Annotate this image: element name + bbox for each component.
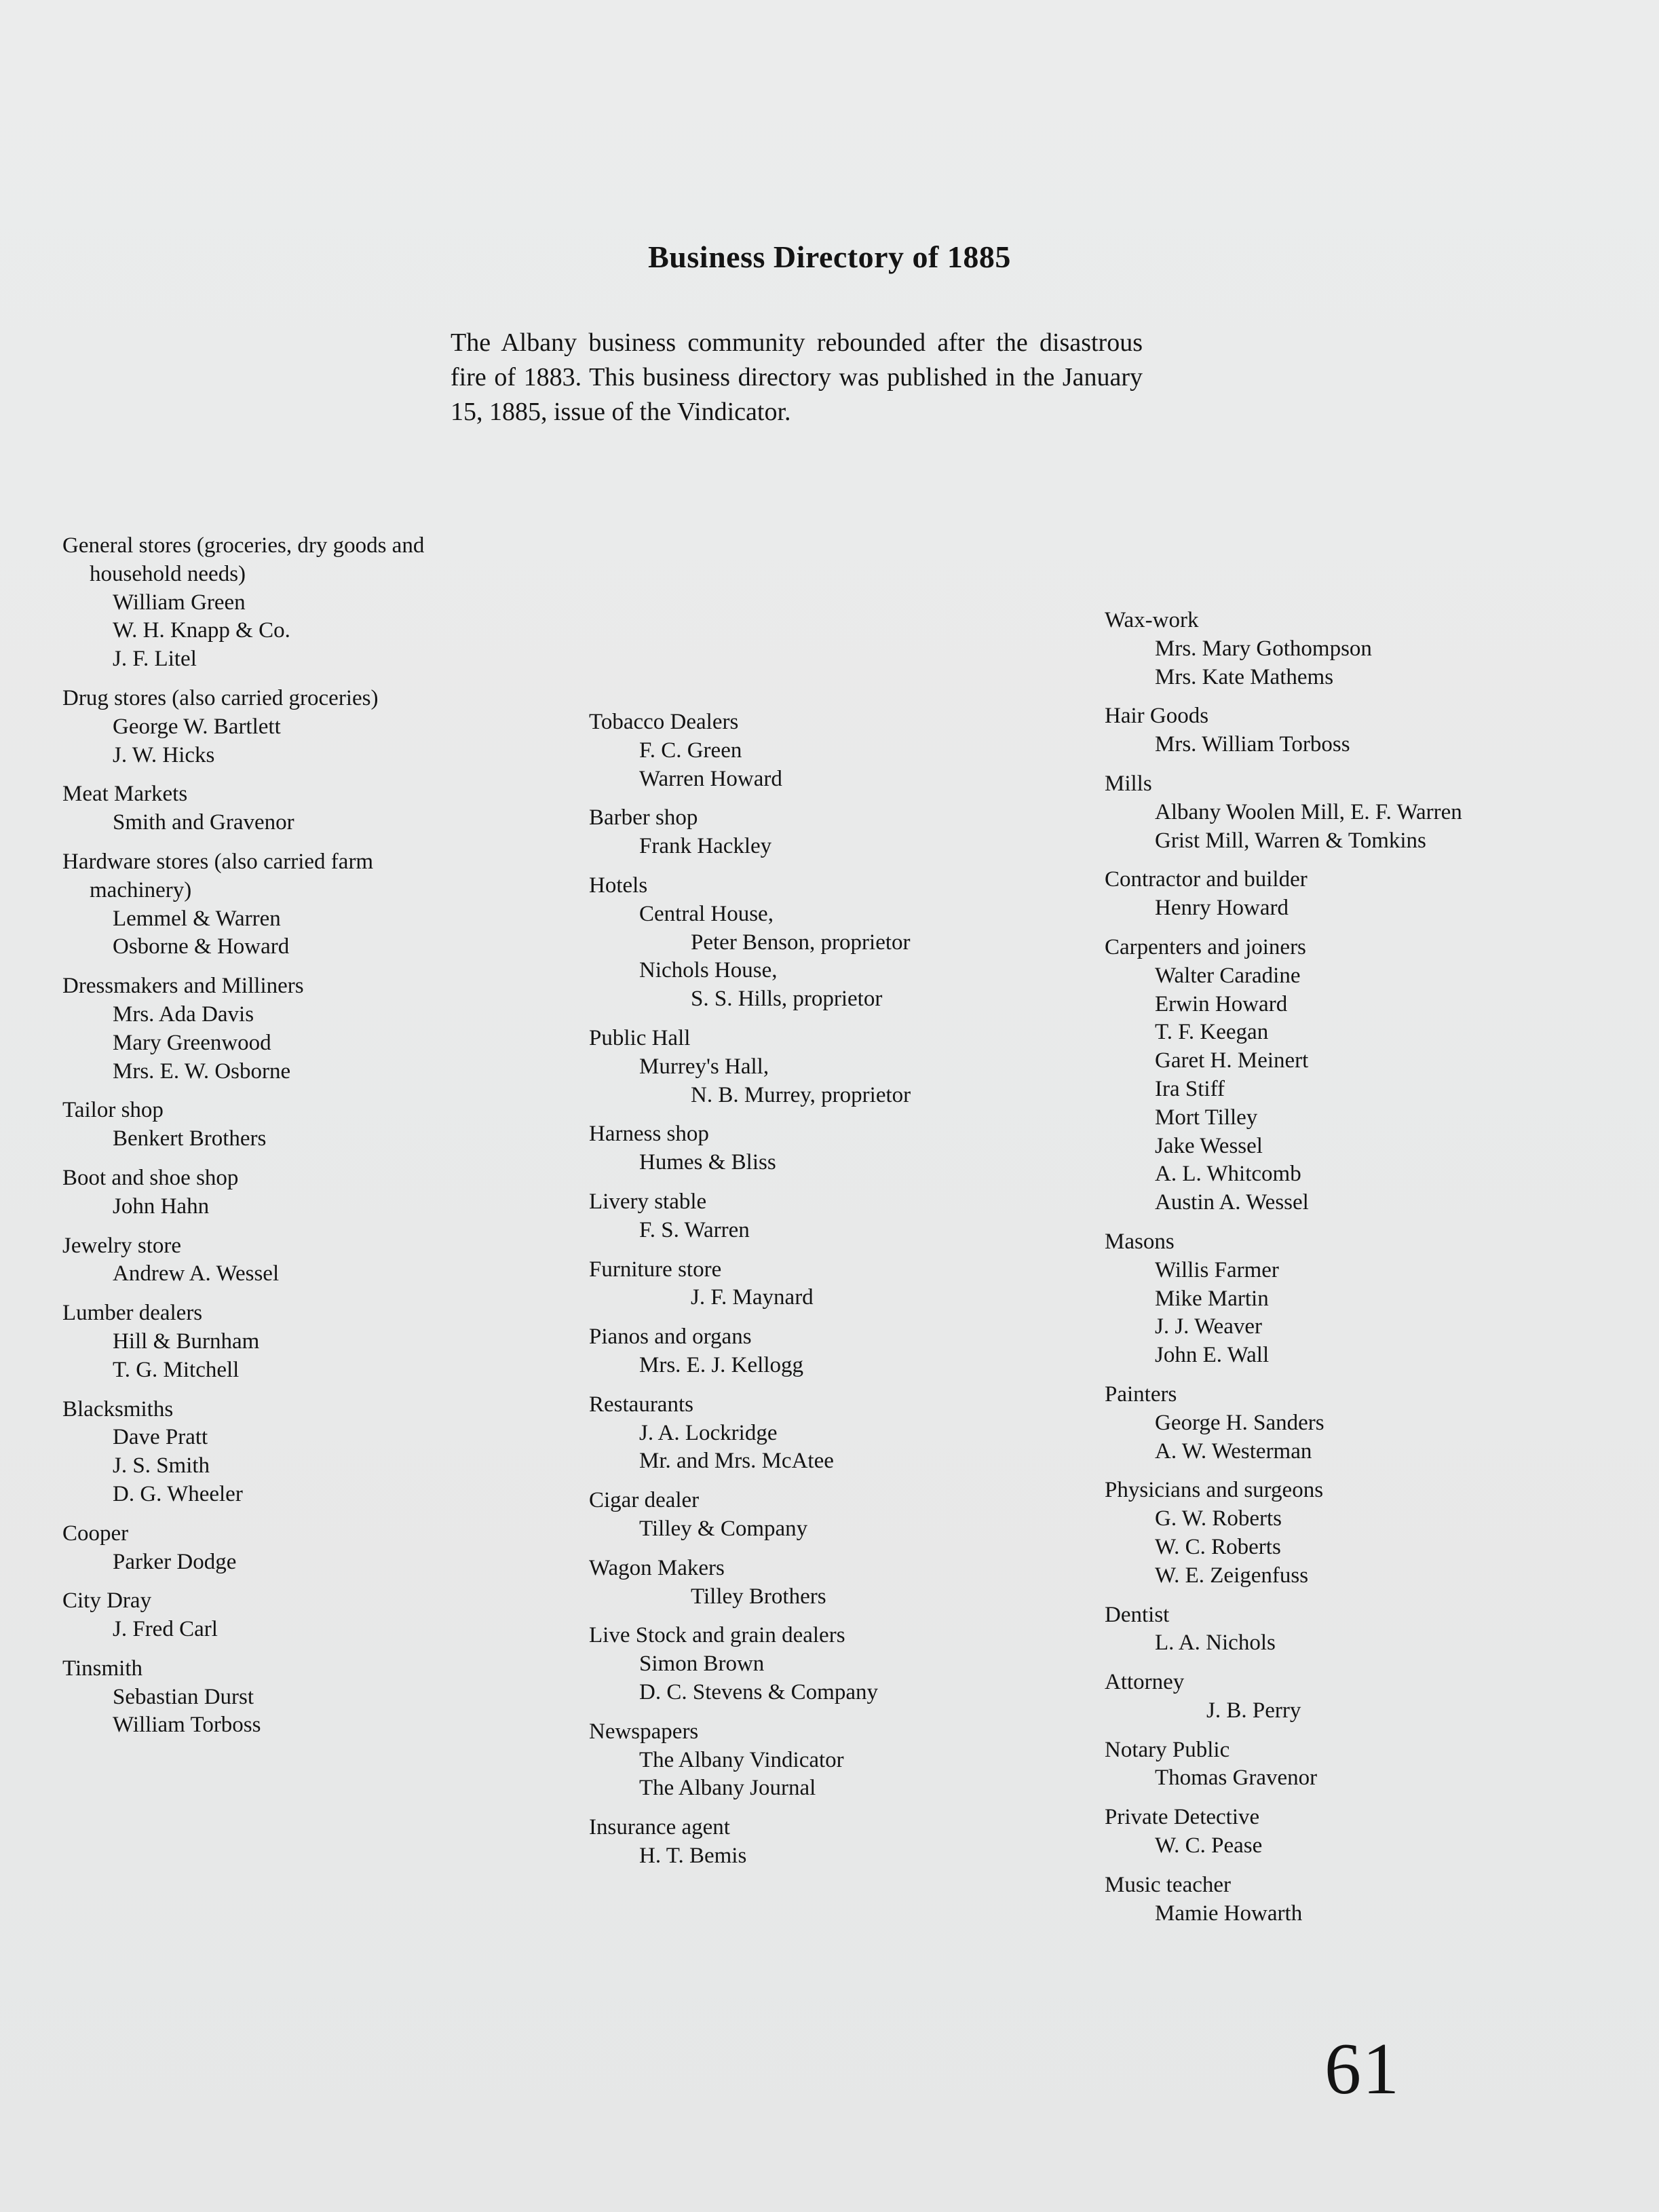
directory-entry: Parker Dodge	[113, 1549, 237, 1574]
section-heading-text: Tobacco Dealers	[589, 710, 739, 734]
directory-section	[62, 1164, 551, 1221]
section-heading	[62, 1520, 551, 1548]
directory-section	[1105, 1668, 1620, 1725]
section-heading	[1105, 1736, 1620, 1765]
directory-entry: W. C. Pease	[1155, 1833, 1263, 1858]
section-heading-text: City Dray	[62, 1588, 152, 1614]
directory-entry: Jake Wessel	[1155, 1133, 1263, 1158]
section-heading	[589, 1188, 1064, 1217]
directory-entry: Henry Howard	[1155, 896, 1289, 921]
directory-entry: L. A. Nichols	[1155, 1631, 1276, 1656]
section-heading-text: Private Detective	[1105, 1805, 1260, 1830]
directory-section	[62, 972, 551, 1086]
directory-section	[1105, 1601, 1620, 1658]
directory-entry: Frank Hackley	[639, 834, 772, 859]
directory-entry: F. S. Warren	[639, 1217, 750, 1242]
directory-section	[62, 532, 551, 674]
directory-entry: Erwin Howard	[1155, 991, 1288, 1016]
directory-entry: Hill & Burnham	[113, 1329, 260, 1354]
section-heading-text: Notary Public	[1105, 1737, 1230, 1762]
directory-entry: Central House,	[639, 901, 774, 926]
directory-section	[1105, 607, 1620, 691]
section-heading-text: Drug stores (also carried groceries)	[62, 685, 379, 710]
directory-entry: A. W. Westerman	[1155, 1438, 1312, 1464]
section-heading-text: Blacksmiths	[62, 1396, 174, 1422]
directory-entry: Lemmel & Warren	[113, 906, 281, 931]
directory-entry: T. F. Keegan	[1155, 1020, 1269, 1045]
directory-entry: J. Fred Carl	[113, 1617, 218, 1642]
directory-section	[1105, 1228, 1620, 1370]
directory-entry: Humes & Bliss	[639, 1150, 776, 1175]
section-heading-text: Attorney	[1105, 1670, 1185, 1695]
directory-column-1	[62, 532, 551, 1751]
directory-entry: Smith and Gravenor	[113, 810, 294, 835]
section-heading-text: Tinsmith	[62, 1656, 143, 1681]
section-heading	[1105, 1381, 1620, 1409]
section-heading	[62, 1396, 551, 1424]
directory-entry: Mr. and Mrs. McAtee	[639, 1449, 834, 1474]
page-number: 61	[1324, 2029, 1400, 2110]
section-heading-text: Music teacher	[1105, 1872, 1231, 1897]
directory-section	[1105, 702, 1620, 759]
directory-section	[589, 1814, 1064, 1871]
section-heading-text: Barber shop	[589, 805, 698, 831]
section-heading-text: Meat Markets	[62, 782, 188, 807]
directory-column-3	[1105, 607, 1620, 1939]
directory-entry: A. L. Whitcomb	[1155, 1162, 1301, 1187]
directory-entry: Tilley Brothers	[691, 1584, 826, 1609]
directory-entry: Mrs. Ada Davis	[113, 1002, 254, 1027]
directory-entry: J. F. Litel	[113, 647, 197, 672]
section-heading-text: Painters	[1105, 1381, 1177, 1407]
directory-section	[589, 804, 1064, 861]
directory-entry: John E. Wall	[1155, 1343, 1270, 1368]
section-heading	[1105, 866, 1620, 894]
directory-section	[62, 848, 551, 961]
section-heading	[589, 1391, 1064, 1419]
section-heading	[62, 780, 551, 809]
directory-section	[62, 1299, 551, 1384]
directory-section	[589, 1555, 1064, 1612]
directory-section	[1105, 1871, 1620, 1928]
directory-entry: W. C. Roberts	[1155, 1534, 1281, 1559]
directory-entry: Thomas Gravenor	[1155, 1766, 1318, 1791]
section-heading-text: Hair Goods	[1105, 704, 1209, 729]
directory-entry: Mrs. E. W. Osborne	[113, 1059, 291, 1084]
directory-entry: George W. Bartlett	[113, 714, 281, 739]
directory-entry: The Albany Vindicator	[639, 1747, 844, 1772]
intro-paragraph: The Albany business community rebounded after the disastrous fire of 1883. This business directory was published in the January 15, 1885, issue of the Vindicator.	[451, 328, 1143, 426]
directory-column-2	[589, 708, 1064, 1882]
section-heading	[1105, 1871, 1620, 1900]
directory-entry: Dave Pratt	[113, 1425, 208, 1450]
section-heading-text: Restaurants	[589, 1392, 693, 1417]
directory-section	[589, 1256, 1064, 1313]
directory-entry: Peter Benson, proprietor	[691, 930, 911, 955]
directory-entry: Ira Stiff	[1155, 1076, 1225, 1101]
section-heading	[62, 1164, 551, 1193]
directory-entry: Albany Woolen Mill, E. F. Warren	[1155, 799, 1462, 824]
section-heading-text: Livery stable	[589, 1189, 707, 1214]
section-heading-text: Pianos and organs	[589, 1324, 752, 1350]
directory-entry: William Green	[113, 590, 246, 615]
section-heading	[62, 972, 551, 1001]
directory-section	[62, 1097, 551, 1153]
directory-section	[1105, 1476, 1620, 1590]
section-heading-text: Live Stock and grain dealers	[589, 1623, 845, 1648]
section-heading	[1105, 934, 1620, 962]
section-heading-text: Cooper	[62, 1521, 129, 1546]
directory-entry: J. F. Maynard	[691, 1285, 814, 1310]
section-heading	[589, 872, 1064, 900]
section-heading-text: Dressmakers and Milliners	[62, 974, 304, 999]
directory-entry: Grist Mill, Warren & Tomkins	[1155, 828, 1426, 853]
directory-section	[1105, 934, 1620, 1217]
directory-entry: W. E. Zeigenfuss	[1155, 1563, 1309, 1588]
directory-section	[589, 1120, 1064, 1177]
section-heading-text: Cigar dealer	[589, 1488, 700, 1513]
directory-entry: John Hahn	[113, 1194, 210, 1219]
directory-entry: S. S. Hills, proprietor	[691, 987, 883, 1012]
directory-entry: Sebastian Durst	[113, 1684, 254, 1709]
section-heading-text: Carpenters and joiners	[1105, 934, 1306, 959]
section-heading	[1105, 1228, 1620, 1257]
directory-section	[589, 1391, 1064, 1476]
directory-entry: Mamie Howarth	[1155, 1901, 1303, 1926]
directory-entry: N. B. Murrey, proprietor	[691, 1082, 911, 1107]
section-heading	[62, 1097, 551, 1125]
directory-entry: J. S. Smith	[113, 1453, 210, 1479]
section-heading	[1105, 1601, 1620, 1630]
directory-entry: Nichols House,	[639, 958, 778, 983]
directory-section	[1105, 770, 1620, 855]
section-heading	[589, 1718, 1064, 1747]
section-heading-text: Tailor shop	[62, 1098, 164, 1123]
directory-entry: George H. Sanders	[1155, 1410, 1324, 1435]
section-heading-continuation: household needs)	[90, 561, 246, 586]
directory-section	[1105, 866, 1620, 923]
section-heading-text: Physicians and surgeons	[1105, 1478, 1324, 1503]
section-heading-text: Dentist	[1105, 1602, 1170, 1627]
directory-section	[1105, 1736, 1620, 1793]
directory-entry: Andrew A. Wessel	[113, 1261, 280, 1286]
section-heading	[589, 708, 1064, 737]
directory-entry: Mrs. William Torboss	[1155, 732, 1350, 757]
directory-section	[62, 685, 551, 769]
directory-entry: Mike Martin	[1155, 1286, 1269, 1311]
directory-section	[589, 1323, 1064, 1380]
directory-entry: G. W. Roberts	[1155, 1506, 1282, 1531]
section-heading	[1105, 1476, 1620, 1505]
section-heading-text: General stores (groceries, dry goods and	[62, 533, 425, 558]
section-heading	[62, 1299, 551, 1328]
section-heading-text: Boot and shoe shop	[62, 1165, 239, 1190]
directory-section	[589, 872, 1064, 1014]
directory-entry: Simon Brown	[639, 1652, 765, 1677]
directory-entry: Warren Howard	[639, 766, 782, 791]
directory-section	[589, 708, 1064, 793]
directory-entry: D. G. Wheeler	[113, 1481, 243, 1506]
section-heading	[1105, 702, 1620, 731]
directory-section	[589, 1025, 1064, 1109]
directory-section	[62, 780, 551, 837]
directory-section	[62, 1655, 551, 1740]
page-title: Business Directory of 1885	[648, 240, 1011, 274]
directory-entry: The Albany Journal	[639, 1776, 816, 1801]
section-heading	[589, 1256, 1064, 1284]
section-heading-text: Furniture store	[589, 1257, 722, 1282]
directory-entry: Austin A. Wessel	[1155, 1190, 1309, 1215]
section-heading-text: Hardware stores (also carried farm	[62, 849, 374, 874]
section-heading	[1105, 1804, 1620, 1832]
directory-entry: J. W. Hicks	[113, 742, 215, 767]
section-heading	[62, 1587, 551, 1616]
section-heading-text: Insurance agent	[589, 1815, 730, 1840]
directory-entry: F. C. Green	[639, 738, 742, 763]
section-heading-text: Jewelry store	[62, 1233, 182, 1258]
section-heading-text: Wax-work	[1105, 608, 1199, 632]
directory-entry: Mrs. E. J. Kellogg	[639, 1352, 803, 1377]
directory-section	[62, 1232, 551, 1289]
directory-entry: W. H. Knapp & Co.	[113, 618, 290, 643]
directory-section	[589, 1188, 1064, 1245]
directory-section	[589, 1487, 1064, 1544]
section-heading	[589, 1323, 1064, 1352]
section-heading-text: Masons	[1105, 1229, 1175, 1254]
directory-entry: J. B. Perry	[1206, 1698, 1301, 1723]
section-heading	[1105, 607, 1620, 635]
directory-entry: Murrey's Hall,	[639, 1054, 769, 1079]
section-heading	[62, 685, 551, 713]
directory-entry: Benkert Brothers	[113, 1126, 267, 1151]
directory-section	[1105, 1381, 1620, 1466]
directory-entry: D. C. Stevens & Company	[639, 1679, 878, 1704]
section-heading-text: Harness shop	[589, 1122, 709, 1147]
directory-entry: Tilley & Company	[639, 1516, 808, 1541]
section-heading	[62, 1232, 551, 1261]
section-heading	[1105, 1668, 1620, 1697]
directory-entry: Mort Tilley	[1155, 1105, 1258, 1130]
directory-section	[62, 1520, 551, 1577]
directory-entry: Mrs. Kate Mathems	[1155, 664, 1334, 689]
directory-entry: Willis Farmer	[1155, 1257, 1279, 1282]
section-heading-text: Public Hall	[589, 1025, 691, 1050]
section-heading	[1105, 770, 1620, 799]
section-heading	[589, 1622, 1064, 1650]
directory-entry: T. G. Mitchell	[113, 1357, 240, 1382]
section-heading-continuation: machinery)	[90, 877, 192, 902]
section-heading-text: Wagon Makers	[589, 1555, 725, 1580]
directory-entry: Mary Greenwood	[113, 1030, 271, 1055]
section-heading	[589, 804, 1064, 833]
directory-section	[62, 1587, 551, 1644]
section-heading	[62, 532, 551, 589]
directory-entry: Garet H. Meinert	[1155, 1048, 1309, 1073]
directory-entry: J. J. Weaver	[1155, 1314, 1263, 1339]
directory-entry: Mrs. Mary Gothompson	[1155, 636, 1372, 661]
directory-entry: Osborne & Howard	[113, 934, 290, 959]
section-heading	[589, 1025, 1064, 1053]
section-heading	[589, 1555, 1064, 1583]
directory-section	[1105, 1804, 1620, 1861]
directory-entry: Walter Caradine	[1155, 963, 1301, 988]
directory-section	[62, 1396, 551, 1509]
section-heading-text: Contractor and builder	[1105, 867, 1308, 892]
section-heading	[589, 1487, 1064, 1515]
section-heading-text: Hotels	[589, 873, 648, 898]
section-heading-text: Newspapers	[589, 1719, 699, 1744]
section-heading	[62, 848, 551, 905]
directory-entry: J. A. Lockridge	[639, 1420, 778, 1445]
directory-entry: William Torboss	[113, 1713, 261, 1738]
section-heading	[589, 1120, 1064, 1149]
directory-section	[589, 1622, 1064, 1706]
section-heading	[589, 1814, 1064, 1842]
directory-section	[589, 1718, 1064, 1803]
section-heading-text: Mills	[1105, 771, 1152, 796]
section-heading	[62, 1655, 551, 1683]
directory-entry: H. T. Bemis	[639, 1843, 747, 1868]
section-heading-text: Lumber dealers	[62, 1301, 203, 1326]
